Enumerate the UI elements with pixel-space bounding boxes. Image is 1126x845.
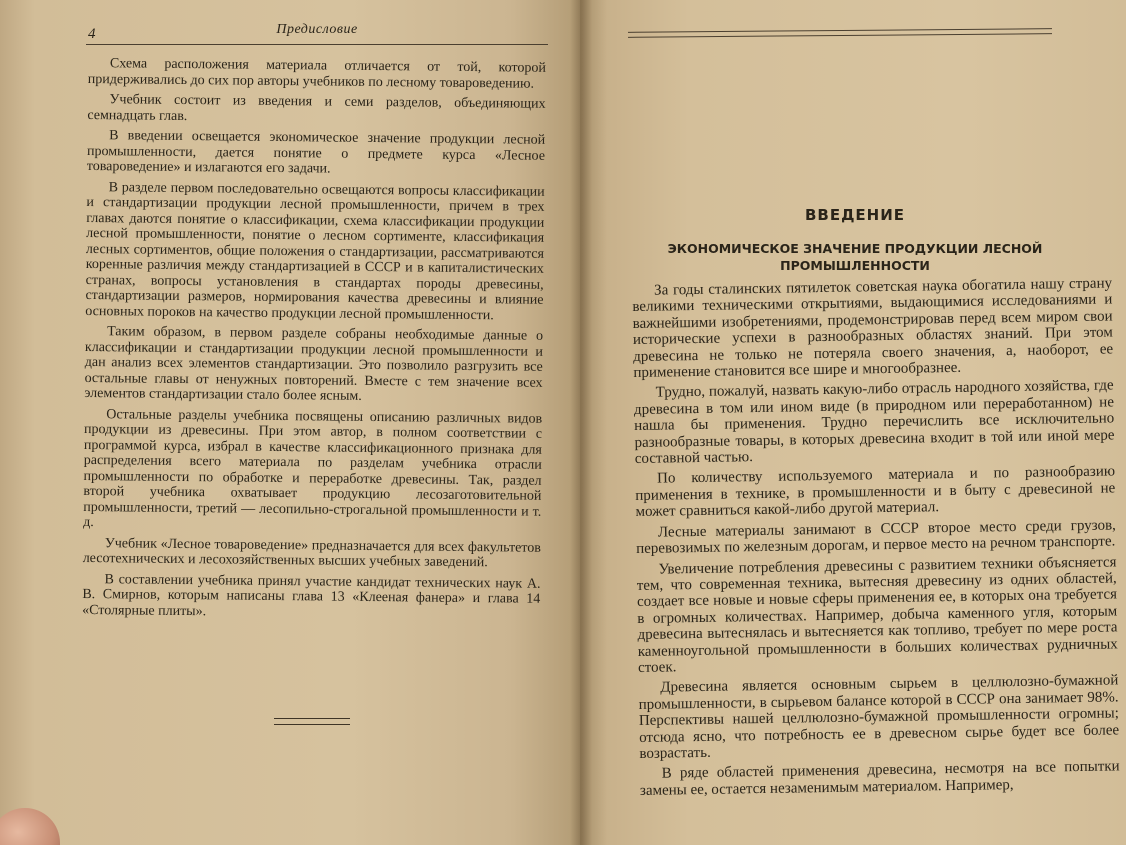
paragraph: Увеличение потребления древесины с развитием техники объясняется тем, что современная техника, вытесняя древесину из одних областей, создает все новые и новые сферы применения ее, в которых она требуется в огромных количествах. Например, добыча каменного угля, которым древесина вытеснялась и вытесняется как топливо, требует по мере роста каменноугольной промышленности в больших количествах рудничных стоек.: [636, 553, 1118, 676]
paragraph: Трудно, пожалуй, назвать какую-либо отрасль народного хозяйства, где древесина в том или ином виде (в природном или переработанном) не нашла бы применения. Трудно перечислить все исключительно разнообразные товары, в которых древесина входит в той или иной мере составной частью.: [633, 377, 1115, 468]
preface-text: [82, 56, 546, 628]
section-subtitle: ЭКОНОМИЧЕСКОЕ ЗНАЧЕНИЕ ПРОДУКЦИИ ЛЕСНОЙ ПРОМЫШЛЕННОСТИ: [667, 241, 1043, 273]
header-rule: [86, 44, 548, 45]
page-number: 4: [88, 26, 96, 42]
paragraph: В введении освещается экономическое значение продукции лесной промышленности, дается понятие о предмете курса «Лесное товароведение» и излагаются его задачи.: [86, 128, 546, 177]
chapter-title: ВВЕДЕНИЕ: [804, 206, 906, 224]
running-head: Предисловие: [276, 22, 358, 37]
paragraph: Лесные материалы занимают в СССР второе место среди грузов, перевозимых по железным дорогам, и первое место на речном транспорте.: [636, 517, 1116, 558]
paragraph: За годы сталинских пятилеток советская наука обогатила нашу страну великими техническими открытиями, выдающимися исследованиями и важнейшими изобретениями, продемонстрировав перед всем миром свои исторические успехи в разнообразных областях знаний. При этом древесина не только не потеряла своего значения, а, наоборот, ее применение становится все шире и многообразнее.: [632, 275, 1114, 382]
paragraph: Учебник «Лесное товароведение» предназначается для всех факультетов лесотехнических и лесохозяйственных высших учебных заведений.: [82, 535, 541, 571]
paragraph: По количеству используемого материала и по разнообразию применения в технике, в промышленности и в быту с древесиной не может сравниться какой-либо другой материал.: [635, 463, 1116, 521]
section-end-rule: [274, 718, 350, 725]
paragraph: В разделе первом последовательно освещаются вопросы классификации и стандартизации продукции лесной промышленности, причем в трех главах даются понятие о классификации, схема классификации продукции лесной промышленности, понятие о лесном сортименте, классификация лесных сортиментов, общие положения о стандартизации, рассматриваются коренные различия между стандартизацией в СССР и в капиталистических странах, вопросы установления в стандартах породы древесины, стандартизации размеров, нормирования качества древесины и влияние основных пороков на качество продукции лесной промышленности.: [85, 179, 545, 323]
paragraph: Схема расположения материала отличается от той, которой придерживались до сих пор авторы учебников по лесному товароведению.: [87, 56, 546, 92]
paragraph: Остальные разделы учебника посвящены описанию различных видов продукции из древесины. При этом автор, в полном соответствии с программой курса, избрал в качестве классификационного признака для распределения всего материала по разделам учебника отрасли промышленности по обработке и переработке древесины. Так, раздел второй учебника охватывает продукцию лесозаготовительной промышленности, третий — лесопильно-строгальной промышленности и т. д.: [83, 406, 543, 531]
introduction-text: [632, 275, 1120, 803]
paragraph: Таким образом, в первом разделе собраны необходимые данные о классификации и стандартизации продукции лесной промышленности и дан анализ всех элементов стандартизации. Это позволило разгрузить все остальные главы от ненужных повторений. Вместе с тем значение всех элементов стандартизации стало более ясным.: [84, 324, 544, 404]
paragraph: В ряде областей применения древесина, несмотря на все попытки замены ее, остается незаменимым материалом. Например,: [639, 758, 1120, 799]
paragraph: Учебник состоит из введения и семи разделов, объединяющих семнадцать глав.: [87, 92, 546, 124]
left-page-header: [88, 20, 546, 46]
paragraph: В составлении учебника принял участие кандидат технических наук А. В. Смирнов, которым написаны глава 13 «Клееная фанера» и глава 14 «Столярные плиты».: [82, 571, 541, 619]
paragraph: Древесина является основным сырьем в целлюлозно-бумажной промышленности, в сырьевом балансе которой в СССР она занимает 98%. Перспективы нашей целлюлозно-бумажной промышленности огромны; отсюда ясно, что потребность ее в древесном сырье будет все более возрастать.: [638, 672, 1120, 762]
